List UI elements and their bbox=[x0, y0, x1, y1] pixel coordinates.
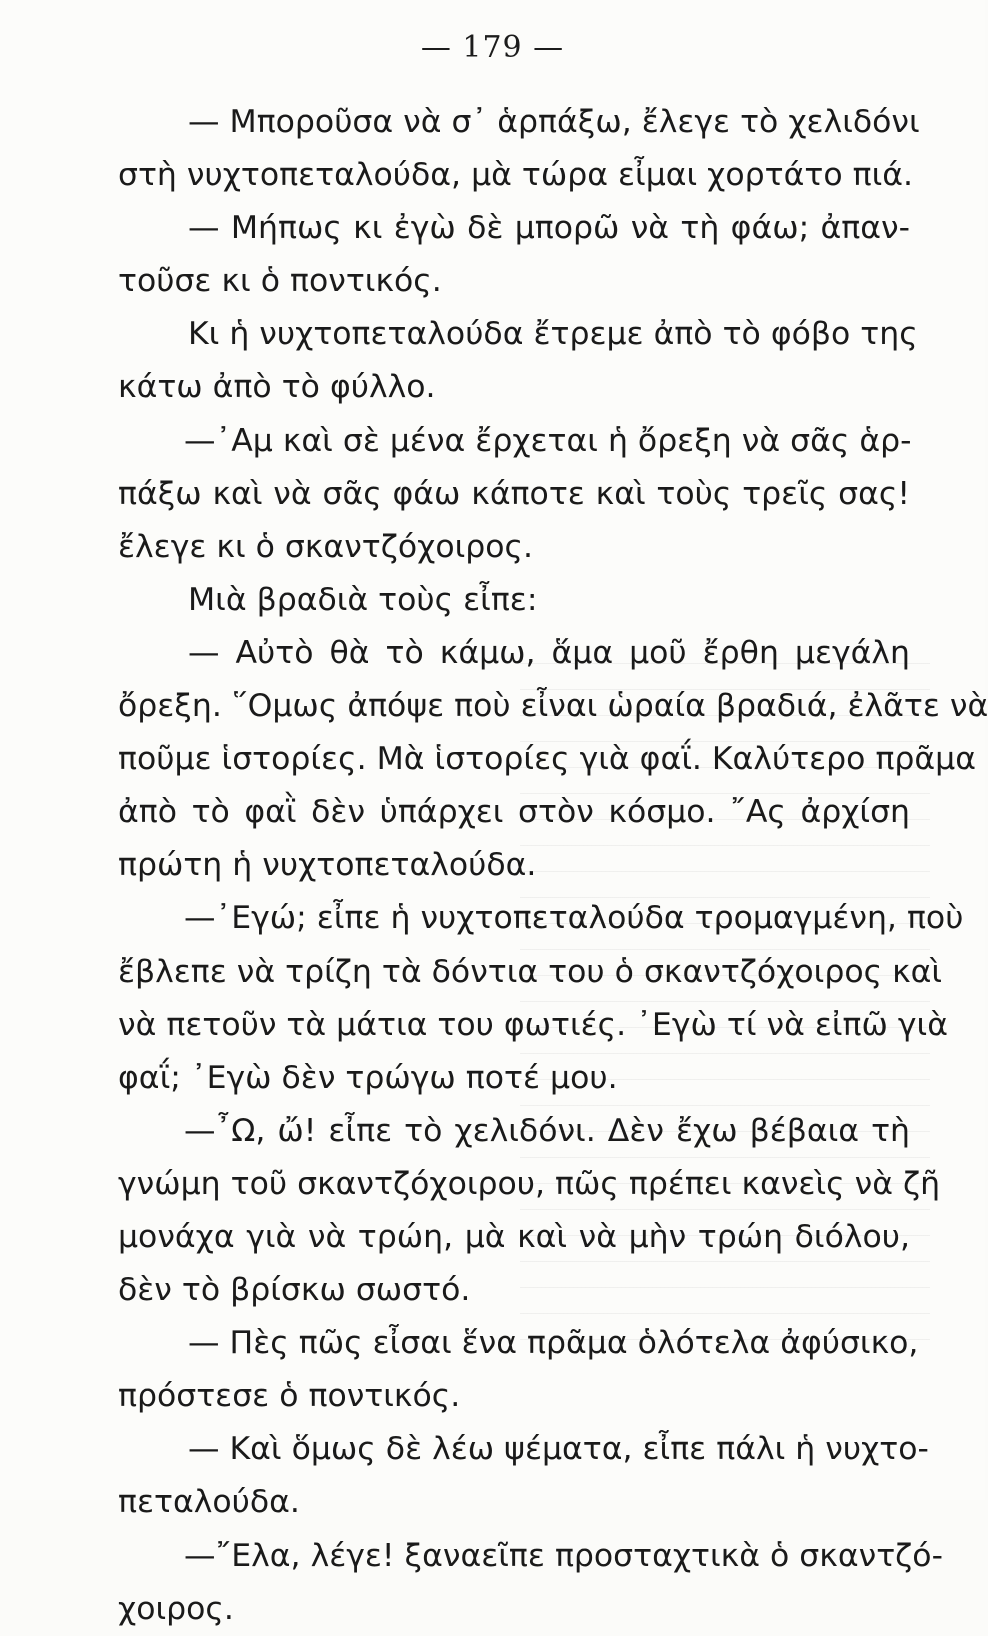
text-line: —῏Ω, ὤ! εἶπε τὸ χελιδόνι. Δὲν ἔχω βέβαια τὴ bbox=[184, 1112, 910, 1149]
text-line: — Πὲς πῶς εἶσαι ἕνα πρᾶμα ὁλότελα ἀφύσικο, bbox=[188, 1325, 919, 1362]
text-line: φαΐ; ᾿Εγὼ δὲν τρώγω ποτέ μου. bbox=[118, 1059, 618, 1096]
text-line: νὰ πετοῦν τὰ μάτια του φωτιές. ᾿Εγὼ τί νὰ εἰπῶ γιὰ bbox=[118, 1006, 948, 1043]
text-line: γνώμη τοῦ σκαντζόχοιρου, πῶς πρέπει κανεὶς νὰ ζῆ bbox=[118, 1165, 941, 1202]
text-line: ἔβλεπε νὰ τρίζη τὰ δόντια του ὁ σκαντζόχοιρος καὶ bbox=[118, 953, 943, 990]
text-line: κάτω ἀπὸ τὸ φύλλο. bbox=[118, 369, 436, 406]
text-line: στὴ νυχτοπεταλούδα, μὰ τώρα εἶμαι χορτάτο πιά. bbox=[118, 157, 914, 194]
text-line: Μιὰ βραδιὰ τοὺς εἶπε: bbox=[188, 581, 538, 618]
text-line: —῎Ελα, λέγε! ξαναεῖπε προσταχτικὰ ὁ σκαντζό- bbox=[184, 1537, 943, 1574]
text-line: — Αὐτὸ θὰ τὸ κάμω, ἅμα μοῦ ἔρθη μεγάλη bbox=[188, 634, 910, 671]
text-line: —᾿Αμ καὶ σὲ μένα ἔρχεται ἡ ὄρεξη νὰ σᾶς ἁρ- bbox=[184, 422, 912, 459]
text-line: ποῦμε ἱστορίες. Μὰ ἱστορίες γιὰ φαΐ. Καλύτερο πρᾶμα bbox=[118, 741, 976, 778]
text-line: πρόστεσε ὁ ποντικός. bbox=[118, 1378, 461, 1415]
text-line: πάξω καὶ νὰ σᾶς φάω κάποτε καὶ τοὺς τρεῖς σας! bbox=[118, 475, 910, 512]
text-line: δὲν τὸ βρίσκω σωστό. bbox=[118, 1272, 471, 1309]
text-line: ὄρεξη. ῞Ομως ἀπόψε ποὺ εἶναι ὡραία βραδιά, ἐλᾶτε νὰ bbox=[118, 688, 988, 725]
text-line: —᾿Εγώ; εἶπε ἡ νυχτοπεταλούδα τρομαγμένη, ποὺ bbox=[184, 900, 964, 937]
text-line: ἔλεγε κι ὁ σκαντζόχοιρος. bbox=[118, 528, 534, 565]
text-line: — Μποροῦσα νὰ σ᾿ ἁρπάξω, ἔλεγε τὸ χελιδόνι bbox=[188, 104, 920, 140]
text-line: — Μήπως κι ἐγὼ δὲ μπορῶ νὰ τὴ φάω; ἀπαν- bbox=[188, 210, 910, 247]
text-line: Κι ἡ νυχτοπεταλούδα ἔτρεμε ἀπὸ τὸ φόβο της bbox=[188, 316, 918, 353]
page-number: — 179 — bbox=[420, 30, 565, 65]
text-line: χοιρος. bbox=[118, 1590, 234, 1627]
body-text bbox=[118, 96, 988, 1636]
text-line: ἀπὸ τὸ φαῒ δὲν ὑπάρχει στὸν κόσμο. ῎Ας ἀρχίση bbox=[118, 794, 910, 831]
text-line: — Καὶ ὅμως δὲ λέω ψέματα, εἶπε πάλι ἡ νυχτο- bbox=[188, 1431, 929, 1468]
text-line: πρώτη ἡ νυχτοπεταλούδα. bbox=[118, 847, 537, 884]
text-line: μονάχα γιὰ νὰ τρώη, μὰ καὶ νὰ μὴν τρώη διόλου, bbox=[118, 1218, 910, 1255]
text-line: πεταλούδα. bbox=[118, 1484, 300, 1521]
text-line: τοῦσε κι ὁ ποντικός. bbox=[118, 263, 442, 300]
